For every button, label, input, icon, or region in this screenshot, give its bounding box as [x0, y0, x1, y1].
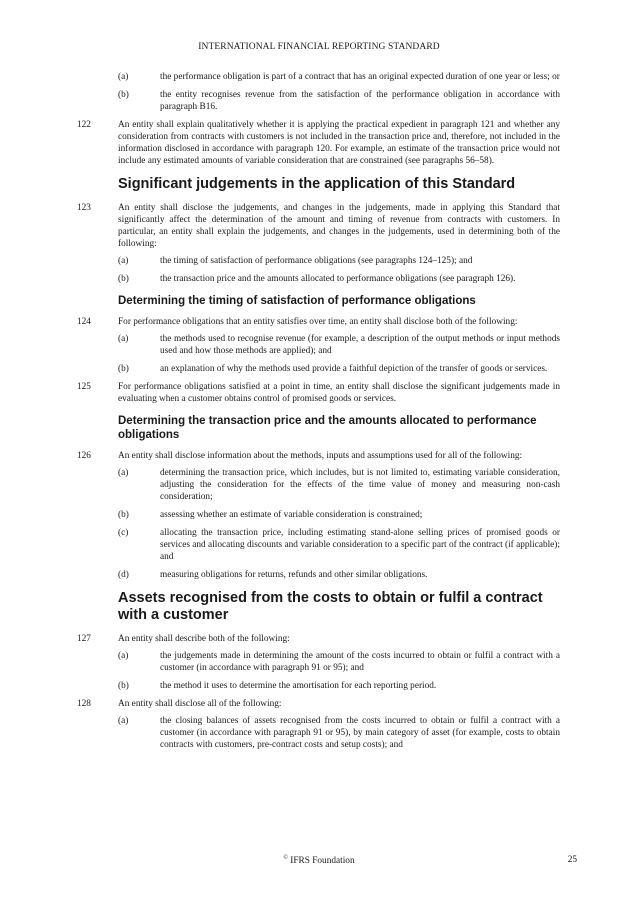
- paragraph-128: [77, 698, 560, 710]
- list-item-text: an explanation of why the methods used provide a faithful depiction of the transfer of goods or services.: [160, 364, 548, 374]
- list-item-label: (a): [118, 651, 129, 661]
- list-item-text: the methods used to recognise revenue (for example, a description of the output methods or input methods used and how those methods are applied); and: [160, 334, 560, 356]
- section-heading: Significant judgements in the application of this Standard: [118, 176, 516, 192]
- list-item-label: (b): [118, 681, 129, 691]
- list-item: [118, 715, 560, 751]
- list-item-label: (c): [118, 528, 129, 538]
- list-item: [118, 509, 560, 521]
- paragraph-122: [77, 119, 560, 167]
- list-item: [118, 680, 560, 692]
- paragraph-text: An entity shall explain qualitatively whether it is applying the practical expedient in paragraph 121 and whether any consideration from contracts with customers is not included in the transaction price and, therefore, not included in the information disclosed in accordance with paragraph 120. For example, an estimate of the transaction price would not include any estimated amounts of variable consideration that are constrained (see paragraphs 56–58).: [118, 120, 560, 166]
- section-heading: Assets recognised from the costs to obtain or fulfil a contract with a customer: [118, 590, 543, 623]
- list-item-text: measuring obligations for returns, refunds and other similar obligations.: [160, 570, 428, 580]
- list-item-label: (b): [118, 510, 129, 520]
- paragraph-number: 125: [77, 382, 91, 392]
- list-item: [118, 89, 560, 113]
- list-item: [118, 273, 560, 285]
- list-item-text: the closing balances of assets recognised from the costs incurred to obtain or fulfil a contract with a customer (in accordance with paragraph 91 or 95), by main category of asset (for example, costs to obtain contracts with customers, pre-contract costs and setup costs); and: [160, 716, 560, 750]
- list-item-text: the entity recognises revenue from the satisfaction of the performance obligation in accordance with paragraph B16.: [160, 90, 560, 112]
- list-item-text: the timing of satisfaction of performance obligations (see paragraphs 124–125); and: [160, 256, 473, 266]
- list-item: [118, 650, 560, 674]
- list-item-text: the performance obligation is part of a contract that has an original expected duration of one year or less; or: [160, 72, 560, 82]
- list-item-label: (a): [118, 72, 129, 82]
- paragraph-123: [77, 202, 560, 250]
- list-item-label: (d): [118, 570, 129, 580]
- list-item-label: (a): [118, 468, 129, 478]
- list-item: [118, 569, 560, 581]
- list-item-label: (a): [118, 334, 129, 344]
- paragraph-text: An entity shall describe both of the following:: [118, 634, 290, 644]
- list-item-label: (b): [118, 274, 129, 284]
- subsection-heading: Determining the timing of satisfaction of performance obligations: [118, 295, 476, 307]
- list-item: [118, 71, 560, 83]
- list-item: [118, 333, 560, 357]
- paragraph-number: 126: [77, 451, 91, 461]
- list-item-label: (a): [118, 256, 129, 266]
- list-item: [118, 527, 560, 563]
- paragraph-number: 127: [77, 634, 91, 644]
- paragraph-127: [77, 633, 560, 645]
- list-item-text: assessing whether an estimate of variable consideration is constrained;: [160, 510, 423, 520]
- footer-foundation: IFRS Foundation: [290, 856, 355, 866]
- paragraph-number: 122: [77, 120, 91, 130]
- page-number: 25: [567, 855, 577, 865]
- paragraph-text: For performance obligations that an entity satisfies over time, an entity shall disclose both of the following:: [118, 317, 518, 327]
- list-item-label: (b): [118, 90, 129, 100]
- list-item: [118, 363, 560, 375]
- list-item-label: (b): [118, 364, 129, 374]
- paragraph-text: An entity shall disclose information about the methods, inputs and assumptions used for all of the following:: [118, 451, 523, 461]
- list-item-text: the transaction price and the amounts allocated to performance obligations (see paragraph 126).: [160, 274, 516, 284]
- list-item-label: (a): [118, 716, 129, 726]
- copyright-symbol: ©: [283, 855, 288, 861]
- footer-copyright: [0, 855, 638, 866]
- paragraph-text: For performance obligations satisfied at a point in time, an entity shall disclose the significant judgements made in evaluating when a customer obtains control of promised goods or services.: [118, 382, 560, 404]
- paragraph-text: An entity shall disclose all of the following:: [118, 699, 282, 709]
- list-item-text: allocating the transaction price, including estimating stand-alone selling prices of promised goods or services and allocating discounts and variable consideration to a specific part of the contract (if applicable); and: [160, 528, 560, 562]
- subsection-heading: Determining the transaction price and the amounts allocated to performance obligations: [118, 415, 537, 441]
- page-body: [0, 71, 638, 757]
- paragraph-125: [77, 381, 560, 405]
- paragraph-number: 123: [77, 203, 91, 213]
- list-item-text: the method it uses to determine the amortisation for each reporting period.: [160, 681, 437, 691]
- paragraph-number: 128: [77, 699, 91, 709]
- paragraph-124: [77, 316, 560, 328]
- list-item-text: determining the transaction price, which includes, but is not limited to, estimating variable consideration, adjusting the consideration for the effects of the time value of money and measuring non-cash consideration;: [160, 468, 560, 502]
- paragraph-number: 124: [77, 317, 91, 327]
- list-item: [118, 255, 560, 267]
- running-header: INTERNATIONAL FINANCIAL REPORTING STANDARD: [198, 42, 440, 52]
- list-item-text: the judgements made in determining the amount of the costs incurred to obtain or fulfil a contract with a customer (in accordance with paragraph 91 or 95); and: [160, 651, 560, 673]
- list-item: [118, 467, 560, 503]
- paragraph-text: An entity shall disclose the judgements, and changes in the judgements, made in applying this Standard that significantly affect the determination of the amount and timing of revenue from contracts with customers. In particular, an entity shall explain the judgements, and changes in the judgements, used in determining both of the following:: [118, 203, 560, 249]
- paragraph-126: [77, 450, 560, 462]
